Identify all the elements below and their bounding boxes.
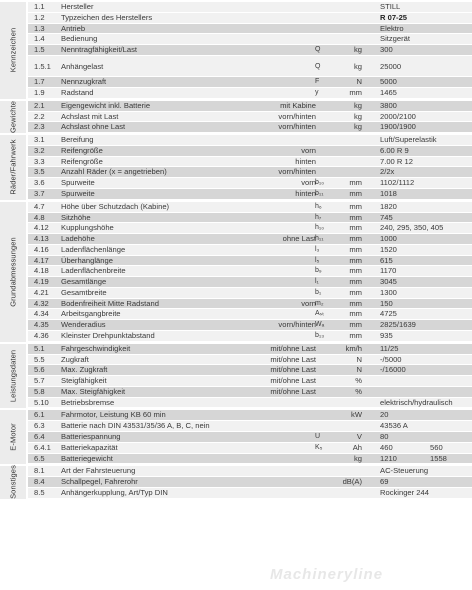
row-number: 6.4.1: [34, 442, 51, 452]
row-number: 4.17: [34, 255, 49, 265]
row-number: 5.7: [34, 376, 45, 386]
row-number: 1.3: [34, 23, 45, 33]
spec-row: [28, 146, 472, 157]
row-unit: kg: [353, 61, 362, 71]
row-value: 6.00 R 9: [380, 145, 409, 155]
row-condition: mit/ohne Last: [270, 354, 316, 364]
spec-group: [0, 202, 472, 342]
row-condition: hinten: [295, 189, 316, 199]
row-number: 4.16: [34, 244, 49, 254]
spec-row: [28, 13, 472, 24]
row-number: 8.4: [34, 477, 45, 487]
spec-row: [28, 213, 472, 224]
row-value: -/16000: [380, 365, 406, 375]
row-condition: mit/ohne Last: [270, 376, 316, 386]
spec-row: [28, 256, 472, 267]
row-unit: kg: [353, 122, 362, 132]
row-value: 4725: [380, 309, 397, 319]
row-value-alt: 1558: [430, 453, 447, 463]
group-label-bar: [0, 344, 26, 409]
group-label: Grundabmessungen: [8, 237, 18, 307]
row-description: Zugkraft: [61, 354, 89, 364]
row-value: 2825/1639: [380, 320, 416, 330]
row-number: 4.7: [34, 201, 45, 211]
row-description: Batteriekapazität: [61, 442, 118, 452]
row-number: 6.1: [34, 410, 45, 420]
row-condition: ohne Last: [282, 234, 316, 244]
row-value: 7.00 R 12: [380, 156, 413, 166]
spec-row: [28, 355, 472, 366]
row-number: 4.36: [34, 331, 49, 340]
row-value-alt: 560: [430, 442, 443, 452]
spec-group: [0, 135, 472, 200]
row-value: 1170: [380, 266, 397, 276]
row-condition: vorn/hinten: [278, 122, 316, 132]
spec-group: [0, 344, 472, 409]
row-description: Sitzhöhe: [61, 212, 91, 222]
spec-group: [0, 466, 472, 498]
group-rows: [28, 135, 472, 200]
spec-row: [28, 365, 472, 376]
row-description: Batteriegewicht: [61, 453, 113, 463]
spec-row: [28, 288, 472, 299]
row-number: 8.1: [34, 466, 45, 476]
row-description: Art der Fahrsteuerung: [61, 466, 136, 476]
row-number: 1.4: [34, 34, 45, 44]
spec-row: [28, 466, 472, 477]
spec-row: [28, 443, 472, 454]
row-description: Höhe über Schutzdach (Kabine): [61, 201, 170, 211]
spec-row: [28, 421, 472, 432]
row-unit: km/h: [345, 343, 362, 353]
spec-row: [28, 112, 472, 123]
row-description: Ladenflächenbreite: [61, 266, 126, 276]
row-number: 4.8: [34, 212, 45, 222]
row-symbol: Aₛₜ: [315, 310, 325, 318]
row-symbol: K₅: [315, 443, 323, 451]
row-description: Nennzugkraft: [61, 77, 107, 87]
row-number: 4.12: [34, 223, 49, 233]
row-value: 1102/1112: [380, 178, 415, 188]
row-value: 460: [380, 442, 393, 452]
spec-row: [28, 376, 472, 387]
row-number: 5.8: [34, 386, 45, 396]
row-unit: %: [355, 376, 362, 386]
row-value: 1210: [380, 453, 397, 463]
row-description: Radstand: [61, 88, 94, 98]
row-value: elektrisch/hydraulisch: [380, 397, 453, 407]
row-number: 3.7: [34, 189, 45, 199]
spec-row: [28, 122, 472, 133]
group-label-bar: [0, 101, 26, 133]
row-description: Achslast ohne Last: [61, 122, 126, 132]
row-value: AC-Steuerung: [380, 466, 429, 476]
spec-row: [28, 320, 472, 331]
row-number: 3.5: [34, 167, 45, 177]
row-description: Steigfähigkeit: [61, 376, 107, 386]
row-value: 3800: [380, 100, 397, 110]
row-value: 2/2x: [380, 167, 395, 177]
row-description: Hersteller: [61, 2, 94, 11]
row-symbol: h₁₁: [315, 235, 324, 243]
row-number: 2.1: [34, 100, 45, 110]
row-value: Rockinger 244: [380, 487, 429, 497]
group-label: Leistungsdaten: [8, 349, 18, 403]
row-symbol: b₁: [315, 288, 322, 296]
row-value: 2000/2100: [380, 111, 416, 121]
row-symbol: b₁₀: [315, 179, 325, 187]
group-label-bar: [0, 2, 26, 99]
row-value: 11/25: [380, 343, 399, 353]
row-value: 1465: [380, 88, 397, 98]
row-description: Arbeitsgangbreite: [61, 309, 121, 319]
row-description: Bedienung: [61, 34, 98, 44]
group-rows: [28, 344, 472, 409]
row-unit: mm: [349, 234, 362, 244]
row-unit: V: [356, 431, 362, 441]
spec-row: [28, 454, 472, 465]
row-number: 3.3: [34, 156, 45, 166]
row-description: Anhängelast: [61, 61, 104, 71]
row-description: Typzeichen des Herstellers: [61, 12, 153, 22]
row-value: -/5000: [380, 354, 402, 364]
row-description: Kleinster Drehpunktabstand: [61, 331, 155, 340]
row-value: STILL: [380, 2, 401, 11]
row-condition: vorn: [301, 298, 316, 308]
spec-row: [28, 34, 472, 45]
row-description: Fahrmotor, Leistung KB 60 min: [61, 410, 166, 420]
spec-row: [28, 398, 472, 409]
row-unit: kW: [351, 410, 362, 420]
row-unit: mm: [349, 255, 362, 265]
row-unit: mm: [349, 298, 362, 308]
row-number: 6.4: [34, 431, 45, 441]
row-number: 4.19: [34, 277, 49, 287]
row-value: 3045: [380, 277, 397, 287]
row-number: 1.5.1: [34, 61, 51, 71]
row-number: 5.6: [34, 365, 45, 375]
row-unit: %: [355, 386, 362, 396]
row-unit: dB(A): [342, 477, 362, 487]
spec-row: [28, 202, 472, 213]
spec-row: [28, 432, 472, 443]
spec-row: [28, 245, 472, 256]
spec-row: [28, 223, 472, 234]
row-description: Gesamtbreite: [61, 287, 107, 297]
row-symbol: b₁₁: [315, 190, 324, 198]
row-unit: kg: [353, 100, 362, 110]
spec-row: [28, 344, 472, 355]
row-value: 300: [380, 45, 393, 55]
row-number: 4.32: [34, 298, 49, 308]
spec-row: [28, 77, 472, 88]
row-description: Eigengewicht inkl. Batterie: [61, 100, 151, 110]
row-description: Reifengröße: [61, 156, 103, 166]
row-value: 615: [380, 255, 393, 265]
row-unit: mm: [349, 201, 362, 211]
spec-row: [28, 387, 472, 398]
row-unit: mm: [349, 277, 362, 287]
row-unit: Ah: [352, 442, 362, 452]
spec-row: [28, 331, 472, 342]
group-label: E-Motor: [8, 423, 18, 452]
spec-row: [28, 135, 472, 146]
row-unit: N: [356, 365, 362, 375]
row-symbol: b₉: [315, 267, 322, 275]
row-value: Elektro: [380, 23, 404, 33]
row-number: 1.9: [34, 88, 45, 98]
row-description: Ladenflächenlänge: [61, 244, 126, 254]
row-condition: hinten: [295, 156, 316, 166]
row-number: 4.34: [34, 309, 49, 319]
spec-row: [28, 178, 472, 189]
row-number: 4.21: [34, 287, 49, 297]
spec-row: [28, 488, 472, 499]
spec-row: [28, 309, 472, 320]
row-number: 6.3: [34, 421, 45, 431]
row-number: 4.35: [34, 320, 49, 330]
row-description: Antrieb: [61, 23, 86, 33]
group-label: Sonstiges: [8, 465, 18, 500]
row-symbol: F: [315, 78, 320, 86]
row-number: 5.10: [34, 397, 49, 407]
row-description: Bereifung: [61, 135, 94, 145]
row-description: Achslast mit Last: [61, 111, 119, 121]
row-number: 1.5: [34, 45, 45, 55]
group-rows: [28, 2, 472, 99]
row-description: Max. Zugkraft: [61, 365, 108, 375]
row-description: Fahrgeschwindigkeit: [61, 343, 131, 353]
row-description: Max. Steigfähigkeit: [61, 386, 126, 396]
spec-row: [28, 88, 472, 99]
row-unit: kg: [353, 453, 362, 463]
row-value: 80: [380, 431, 389, 441]
row-symbol: h₁₀: [315, 224, 325, 232]
row-value: R 07-25: [380, 12, 408, 22]
spec-row: [28, 299, 472, 310]
row-number: 5.1: [34, 343, 45, 353]
row-description: Ladehöhe: [61, 234, 95, 244]
row-number: 3.2: [34, 145, 45, 155]
row-description: Anzahl Räder (x = angetrieben): [61, 167, 167, 177]
row-number: 4.13: [34, 234, 49, 244]
spec-row: [28, 2, 472, 13]
row-description: Spurweite: [61, 178, 95, 188]
spec-group: [0, 101, 472, 133]
row-value: 25000: [380, 61, 402, 71]
row-unit: mm: [349, 320, 362, 330]
row-value: 745: [380, 212, 393, 222]
row-symbol: m₂: [315, 299, 324, 307]
row-number: 8.5: [34, 487, 45, 497]
row-value: 5000: [380, 77, 397, 87]
row-value: 1300: [380, 287, 397, 297]
spec-row: [28, 157, 472, 168]
group-label: Gewichte: [8, 100, 18, 134]
group-label-bar: [0, 466, 26, 498]
row-symbol: l₃: [315, 245, 320, 253]
group-label-bar: [0, 410, 26, 464]
row-symbol: Q: [315, 62, 321, 70]
row-value: 43536 A: [380, 421, 408, 431]
row-unit: mm: [349, 309, 362, 319]
row-symbol: Q: [315, 46, 321, 54]
row-value: 1520: [380, 244, 397, 254]
spec-row: [28, 410, 472, 421]
row-number: 2.3: [34, 122, 45, 132]
row-description: Betriebsbremse: [61, 397, 115, 407]
row-condition: vorn/hinten: [278, 167, 316, 177]
row-unit: mm: [349, 244, 362, 254]
row-unit: mm: [349, 223, 362, 233]
row-value: 69: [380, 477, 389, 487]
row-unit: mm: [349, 189, 362, 199]
row-condition: vorn: [301, 145, 316, 155]
row-value: Sitzgerät: [380, 34, 410, 44]
spec-row: [28, 189, 472, 200]
row-unit: mm: [349, 287, 362, 297]
row-unit: mm: [349, 266, 362, 276]
row-number: 4.18: [34, 266, 49, 276]
row-value: 1000: [380, 234, 397, 244]
spec-row: [28, 101, 472, 112]
row-condition: mit Kabine: [280, 100, 316, 110]
row-condition: vorn: [301, 178, 316, 188]
row-number: 3.6: [34, 178, 45, 188]
row-unit: kg: [353, 111, 362, 121]
row-symbol: b₁₃: [315, 332, 325, 339]
row-unit: N: [356, 77, 362, 87]
row-number: 2.2: [34, 111, 45, 121]
row-description: Reifengröße: [61, 145, 103, 155]
row-value: 150: [380, 298, 393, 308]
row-description: Überhanglänge: [61, 255, 113, 265]
row-unit: mm: [349, 178, 362, 188]
row-condition: mit/ohne Last: [270, 386, 316, 396]
spec-row: [28, 24, 472, 35]
row-value: 240, 295, 350, 405: [380, 223, 444, 233]
row-unit: mm: [349, 88, 362, 98]
row-description: Gesamtlänge: [61, 277, 107, 287]
watermark-logo: Machineryline: [270, 566, 384, 583]
group-label: Räder/Fahrwerk: [8, 139, 18, 196]
row-value: 1900/1900: [380, 122, 416, 132]
row-symbol: Wₐ: [315, 321, 325, 329]
row-description: Batteriespannung: [61, 431, 121, 441]
spec-row: [28, 234, 472, 245]
row-value: 935: [380, 331, 393, 340]
row-unit: kg: [353, 45, 362, 55]
group-rows: [28, 410, 472, 464]
spec-row: [28, 266, 472, 277]
row-description: Schallpegel, Fahrerohr: [61, 477, 138, 487]
row-description: Batterie nach DIN 43531/35/36 A, B, C, nein: [61, 421, 210, 431]
spec-group: [0, 410, 472, 464]
row-symbol: h₆: [315, 202, 322, 210]
row-description: Bodenfreiheit Mitte Radstand: [61, 298, 159, 308]
row-number: 1.1: [34, 2, 45, 11]
row-symbol: U: [315, 432, 321, 440]
spec-row: [28, 45, 472, 56]
row-description: Wenderadius: [61, 320, 106, 330]
group-rows: [28, 202, 472, 342]
row-value: 1018: [380, 189, 397, 199]
spec-row: [28, 277, 472, 288]
row-number: 3.1: [34, 135, 45, 145]
row-description: Spurweite: [61, 189, 95, 199]
row-value: Luft/Superelastik: [380, 135, 437, 145]
row-description: Nenntragfähigkeit/Last: [61, 45, 137, 55]
row-description: Anhängerkupplung, Art/Typ DIN: [61, 487, 168, 497]
spec-group: [0, 2, 472, 99]
row-value: 1820: [380, 201, 397, 211]
row-symbol: l₁: [315, 278, 319, 286]
row-number: 5.5: [34, 354, 45, 364]
row-description: Kupplungshöhe: [61, 223, 114, 233]
row-condition: mit/ohne Last: [270, 343, 316, 353]
row-number: 1.2: [34, 12, 45, 22]
row-condition: vorn/hinten: [278, 320, 316, 330]
row-unit: N: [356, 354, 362, 364]
row-number: 1.7: [34, 77, 45, 87]
row-unit: mm: [349, 331, 362, 340]
row-symbol: y: [315, 89, 319, 97]
spec-row: [28, 167, 472, 178]
row-symbol: h₇: [315, 213, 322, 221]
spec-row: [28, 477, 472, 488]
row-number: 6.5: [34, 453, 45, 463]
row-condition: vorn/hinten: [278, 111, 316, 121]
group-rows: [28, 466, 472, 498]
row-unit: mm: [349, 212, 362, 222]
group-rows: [28, 101, 472, 133]
row-symbol: l₅: [315, 256, 320, 264]
group-label: Kennzeichen: [8, 28, 18, 73]
group-label-bar: [0, 202, 26, 342]
row-condition: mit/ohne Last: [270, 365, 316, 375]
group-label-bar: [0, 135, 26, 200]
row-value: 20: [380, 410, 389, 420]
spec-row: [28, 56, 472, 78]
